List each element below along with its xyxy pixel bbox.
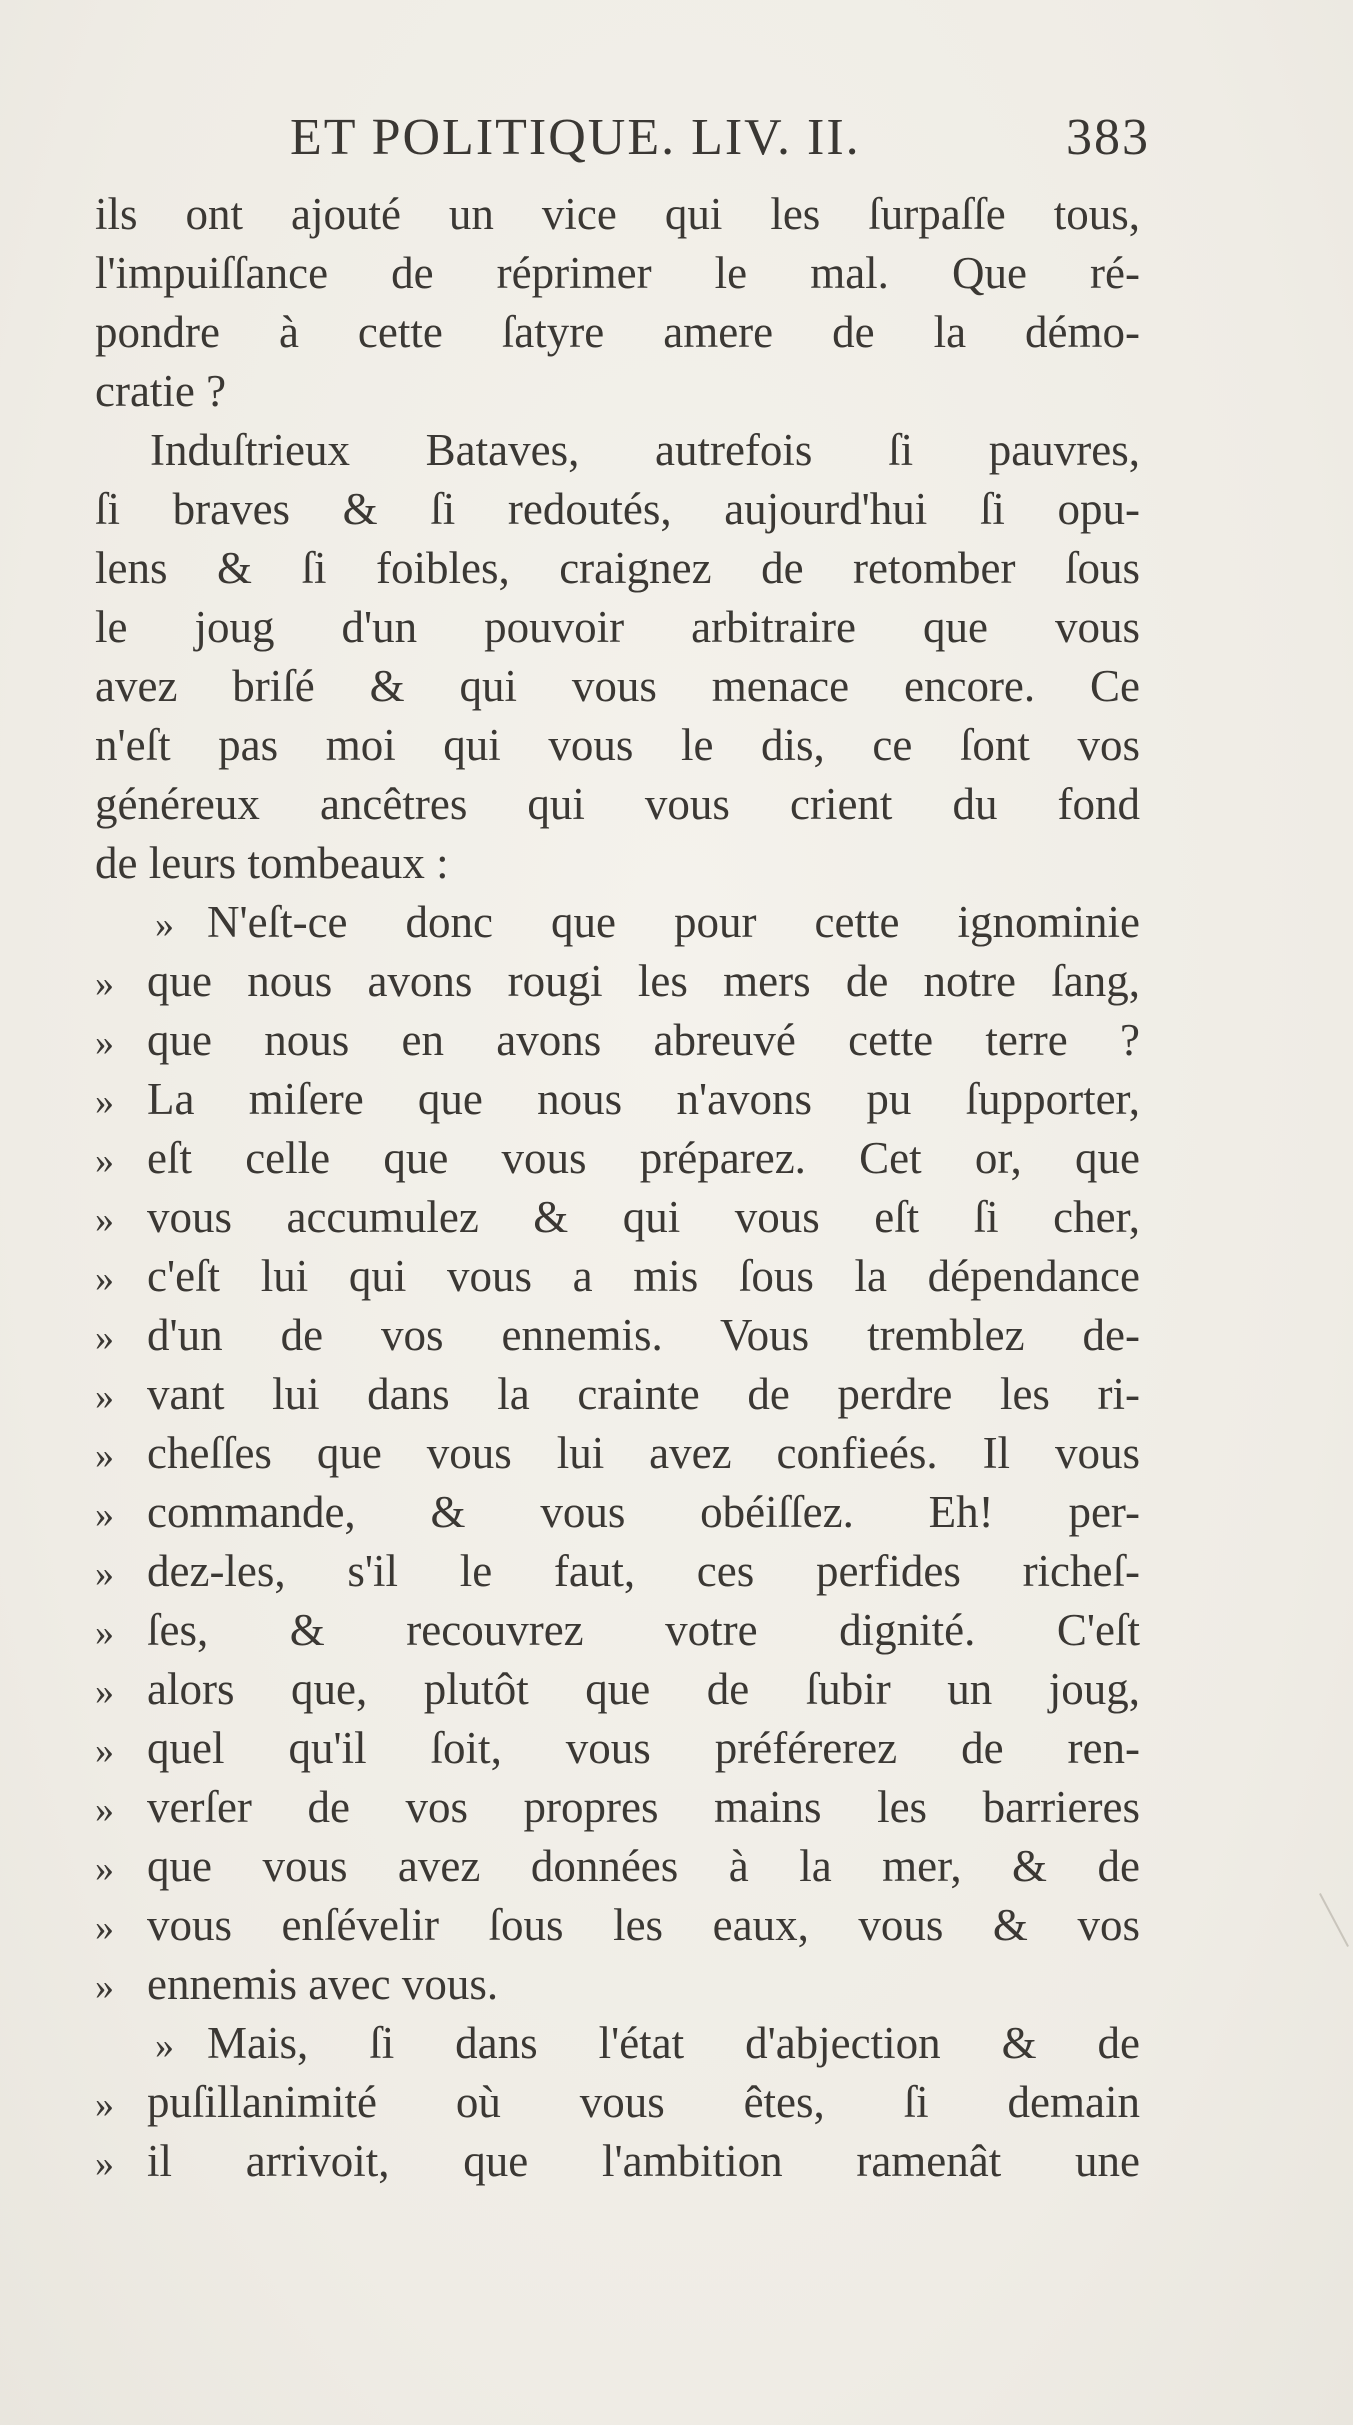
quoted-text-line [95, 893, 1140, 952]
quoted-text-line [95, 1542, 1140, 1601]
line-text: eſt celle que vous préparez. Cet or, que [147, 1133, 1140, 1183]
text-line: le joug d'un pouvoir arbitraire que vous [95, 602, 1140, 652]
quoted-text-line [95, 1129, 1140, 1188]
quotation-mark: » [95, 2084, 114, 2126]
quotation-mark: » [95, 1848, 114, 1890]
quotation-mark: » [95, 1612, 114, 1654]
line-text: ſes, & recouvrez votre dignité. C'eſt [147, 1605, 1140, 1655]
line-text: vant lui dans la crainte de perdre les ri- [147, 1369, 1140, 1419]
quotation-mark: » [95, 1435, 114, 1477]
quoted-text-line [95, 1837, 1140, 1896]
quotation-mark: » [95, 1730, 114, 1772]
quotation-mark: » [155, 904, 174, 946]
quoted-text-line [95, 1483, 1140, 1542]
quotation-mark: » [95, 1553, 114, 1595]
quoted-text-line [95, 2014, 1140, 2073]
line-text: quel qu'il ſoit, vous préférerez de ren- [147, 1723, 1140, 1773]
running-head [290, 108, 1150, 178]
line-text: que nous en avons abreuvé cette terre ? [147, 1015, 1140, 1065]
text-line: généreux ancêtres qui vous crient du fond [95, 779, 1140, 829]
line-text: que vous avez données à la mer, & de [147, 1841, 1140, 1891]
quotation-mark: » [95, 1376, 114, 1418]
text-line: ſi braves & ſi redoutés, aujourd'hui ſi opu- [95, 484, 1140, 534]
line-text: dez-les, s'il le faut, ces perfides richeſ- [147, 1546, 1140, 1596]
quoted-text-line [95, 1070, 1140, 1129]
line-text: ennemis avec vous. [147, 1959, 499, 2009]
line-text: Mais, ſi dans l'état d'abjection & de [207, 2018, 1140, 2068]
quotation-mark: » [95, 1789, 114, 1831]
line-text: cheſſes que vous lui avez confieés. Il vous [147, 1428, 1140, 1478]
line-text: vous accumulez & qui vous eſt ſi cher, [147, 1192, 1140, 1242]
page-number: 383 [1066, 109, 1150, 166]
quotation-mark: » [95, 1022, 114, 1064]
line-text: commande, & vous obéiſſez. Eh! per- [147, 1487, 1140, 1537]
quotation-mark: » [95, 1494, 114, 1536]
quoted-text-line [95, 2132, 1140, 2191]
text-line: lens & ſi foibles, craignez de retomber ſous [95, 543, 1140, 593]
quoted-text-line [95, 1719, 1140, 1778]
line-text: que nous avons rougi les mers de notre ſang, [147, 956, 1140, 1006]
text-line: avez briſé & qui vous menace encore. Ce [95, 661, 1140, 711]
quotation-mark: » [95, 1199, 114, 1241]
quoted-text-line [95, 1424, 1140, 1483]
quotation-mark: » [95, 963, 114, 1005]
quotation-mark: » [95, 1258, 114, 1300]
running-head-title: ET POLITIQUE. LIV. II. [290, 109, 861, 166]
quoted-text-line [95, 1778, 1140, 1837]
quoted-text-line [95, 1306, 1140, 1365]
quotation-mark: » [95, 1140, 114, 1182]
line-text: il arrivoit, que l'ambition ramenât une [147, 2136, 1140, 2186]
quoted-text-line [95, 2073, 1140, 2132]
quoted-text-line [95, 1955, 1140, 2014]
text-line: n'eſt pas moi qui vous le dis, ce ſont vos [95, 720, 1140, 770]
quoted-text-line [95, 1011, 1140, 1070]
quotation-mark: » [95, 1081, 114, 1123]
text-line: cratie ? [95, 366, 227, 416]
quoted-text-line [95, 1660, 1140, 1719]
quotation-mark: » [95, 1317, 114, 1359]
quoted-text-line [95, 1365, 1140, 1424]
quotation-mark: » [95, 1966, 114, 2008]
text-line: ils ont ajouté un vice qui les ſurpaſſe tous, [95, 189, 1140, 239]
text-line: Induſtrieux Bataves, autrefois ſi pauvres, [150, 425, 1140, 475]
line-text: verſer de vos propres mains les barrieres [147, 1782, 1140, 1832]
text-line: pondre à cette ſatyre amere de la démo- [95, 307, 1140, 357]
line-text: N'eſt-ce donc que pour cette ignominie [207, 897, 1140, 947]
line-text: c'eſt lui qui vous a mis ſous la dépendance [147, 1251, 1140, 1301]
body-text [95, 185, 1140, 2191]
quotation-mark: » [95, 2143, 114, 2185]
quotation-mark: » [155, 2025, 174, 2067]
line-text: La miſere que nous n'avons pu ſupporter, [147, 1074, 1140, 1124]
line-text: d'un de vos ennemis. Vous tremblez de- [147, 1310, 1140, 1360]
quoted-text-line [95, 1896, 1140, 1955]
quotation-mark: » [95, 1907, 114, 1949]
line-text: puſillanimité où vous êtes, ſi demain [147, 2077, 1140, 2127]
line-text: vous enſévelir ſous les eaux, vous & vos [147, 1900, 1140, 1950]
line-text: alors que, plutôt que de ſubir un joug, [147, 1664, 1140, 1714]
quoted-text-line [95, 1188, 1140, 1247]
quoted-text-line [95, 952, 1140, 1011]
quotation-mark: » [95, 1671, 114, 1713]
quoted-text-line [95, 1247, 1140, 1306]
page-mark [1319, 1893, 1349, 1947]
text-line: l'impuiſſance de réprimer le mal. Que ré- [95, 248, 1140, 298]
quoted-text-line [95, 1601, 1140, 1660]
text-line: de leurs tombeaux : [95, 838, 449, 888]
